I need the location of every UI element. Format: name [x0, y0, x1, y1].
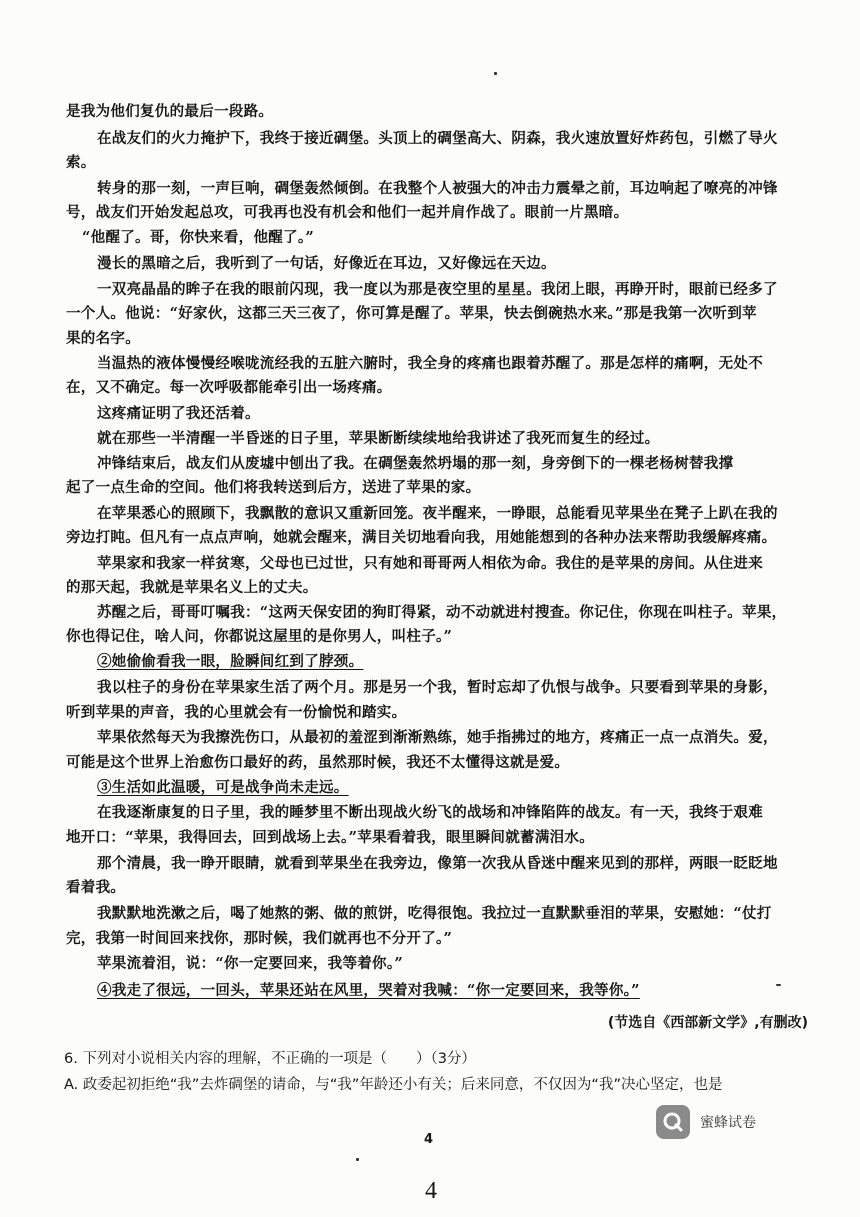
text-line: 苹果依然每天为我擦洗伤口，从最初的羞涩到渐渐熟练，她手指拂过的地方，疼痛正一点一点消失。爱，: [97, 729, 778, 746]
text-line: 我默默地洗漱之后，喝了她熬的粥、做的煎饼，吃得很饱。我拉过一直默默垂泪的苹果，安慰她：“仗打: [97, 905, 772, 922]
text-line: 完，我第一时间回来找你，那时候，我们就再也不分开了。”: [66, 930, 453, 947]
text-line: 在苹果悉心的照顾下，我飘散的意识又重新回笼。夜半醒来，一睁眼，总能看见苹果坐在凳子上趴在我的: [97, 505, 778, 522]
text-line: 这疼痛证明了我还活着。: [97, 405, 260, 422]
watermark-logo: [656, 1104, 796, 1140]
text-line: 起了一点生命的空间。他们将我转送到后方，送进了苹果的家。: [66, 479, 481, 496]
text-line: 索。: [66, 154, 96, 171]
text-line: ④我走了很远，一回头，苹果还站在风里，哭着对我喊：“你一定要回来，我等你。”: [97, 982, 640, 999]
text-line: 地开口：“苹果，我得回去，回到战场上去。”苹果看着我，眼里瞬间就蓄满泪水。: [66, 829, 595, 846]
text-line: 我以柱子的身份在苹果家生活了两个月。那是另一个我，暂时忘却了仇恨与战争。只要看到苹果的身影，: [97, 679, 778, 696]
text-line: 冲锋结束后，战友们从废墟中刨出了我。在碉堡轰然坍塌的那一刻，身旁倒下的一棵老杨树替我撑: [97, 455, 734, 472]
text-line: 转身的那一刻，一声巨响，碉堡轰然倾倒。在我整个人被强大的冲击力震晕之前，耳边响起了嘹亮的冲锋: [97, 180, 778, 197]
text-line: 你也得记住，啥人问，你都说这屋里的是你男人，叫柱子。”: [66, 628, 453, 645]
text-line: 听到苹果的声音，我的心里就会有一份愉悦和踏实。: [66, 704, 407, 721]
logo-text: 蜜蜂试卷: [700, 1115, 756, 1131]
text-line: 就在那些一半清醒一半昏迷的日子里，苹果断断续续地给我讲述了我死而复生的经过。: [97, 430, 660, 447]
text-line: 的那天起，我就是苹果名义上的丈夫。: [66, 579, 318, 596]
text-line: 可能是这个世界上治愈伤口最好的药，虽然那时候，我还不太懂得这就是爱。: [66, 754, 570, 771]
text-line: “他醒了。哥，你快来看，他醒了。”: [82, 229, 315, 246]
scan-speck: [776, 984, 781, 986]
text-line: 号，战友们开始发起总攻，可我再也没有机会和他们一起并肩作战了。眼前一片黑暗。: [66, 204, 629, 221]
scan-speck: [356, 1158, 359, 1161]
text-line: 苹果流着泪，说：“你一定要回来，我等着你。”: [97, 955, 404, 972]
text-line: 那个清晨，我一睁开眼睛，就看到苹果坐在我旁边，像第一次我从昏迷中醒来见到的那样，两眼一眨眨地: [97, 855, 778, 872]
text-line: 一双亮晶晶的眸子在我的眼前闪现，我一度以为那是夜空里的星星。我闭上眼，再睁开时，眼前已经多了: [97, 281, 778, 298]
text-line: 在战友们的火力掩护下，我终于接近碉堡。头顶上的碉堡高大、阴森，我火速放置好炸药包，引燃了导火: [97, 130, 778, 147]
page-number-large: 4: [425, 1178, 437, 1204]
text-line: 看着我。: [66, 879, 126, 896]
question-6: 6. 下列对小说相关内容的理解，不正确的一项是（ ）（3分）: [64, 1051, 476, 1067]
source-citation: (节选自《西部新文学》,有删改): [607, 1015, 808, 1031]
page-number-small: 4: [424, 1132, 434, 1147]
text-line: ③生活如此温暖，可是战争尚未走远。: [97, 779, 349, 796]
text-line: ②她偷偷看我一眼，脸瞬间红到了脖颈。: [97, 653, 364, 670]
text-line: 果的名字。: [66, 330, 140, 347]
text-line: 旁边打盹。但凡有一点点声响，她就会醒来，满目关切地看向我，用她能想到的各种办法来帮助我缓解疼痛。: [66, 529, 777, 546]
text-line: 当温热的液体慢慢经喉咙流经我的五脏六腑时，我全身的疼痛也跟着苏醒了。那是怎样的痛啊，无处不: [97, 355, 763, 372]
text-line: 是我为他们复仇的最后一段路。: [66, 103, 274, 120]
text-line: 在，又不确定。每一次呼吸都能牵引出一场疼痛。: [66, 379, 392, 396]
option-a: A. 政委起初拒绝“我”去炸碉堡的请命，与“我”年龄还小有关；后来同意，不仅因为“我”决心坚定，也是: [64, 1077, 723, 1093]
text-line: 一个人。他说：“好家伙，这都三天三夜了，你可算是醒了。苹果，快去倒碗热水来。”那是我第一次听到苹: [66, 305, 757, 322]
text-line: 苏醒之后，哥哥叮嘱我：“这两天保安团的狗盯得紧，动不动就进村搜查。你记住，你现在叫柱子。苹果，: [97, 604, 787, 621]
bee-logo-icon: [656, 1105, 690, 1139]
text-line: 漫长的黑暗之后，我听到了一句话，好像近在耳边，又好像远在天边。: [97, 255, 556, 272]
scan-speck: [494, 72, 497, 75]
text-line: 在我逐渐康复的日子里，我的睡梦里不断出现战火纷飞的战场和冲锋陷阵的战友。有一天，我终于艰难: [97, 804, 763, 821]
text-line: 苹果家和我家一样贫寒，父母也已过世，只有她和哥哥两人相依为命。我住的是苹果的房间。从住进来: [97, 555, 763, 572]
